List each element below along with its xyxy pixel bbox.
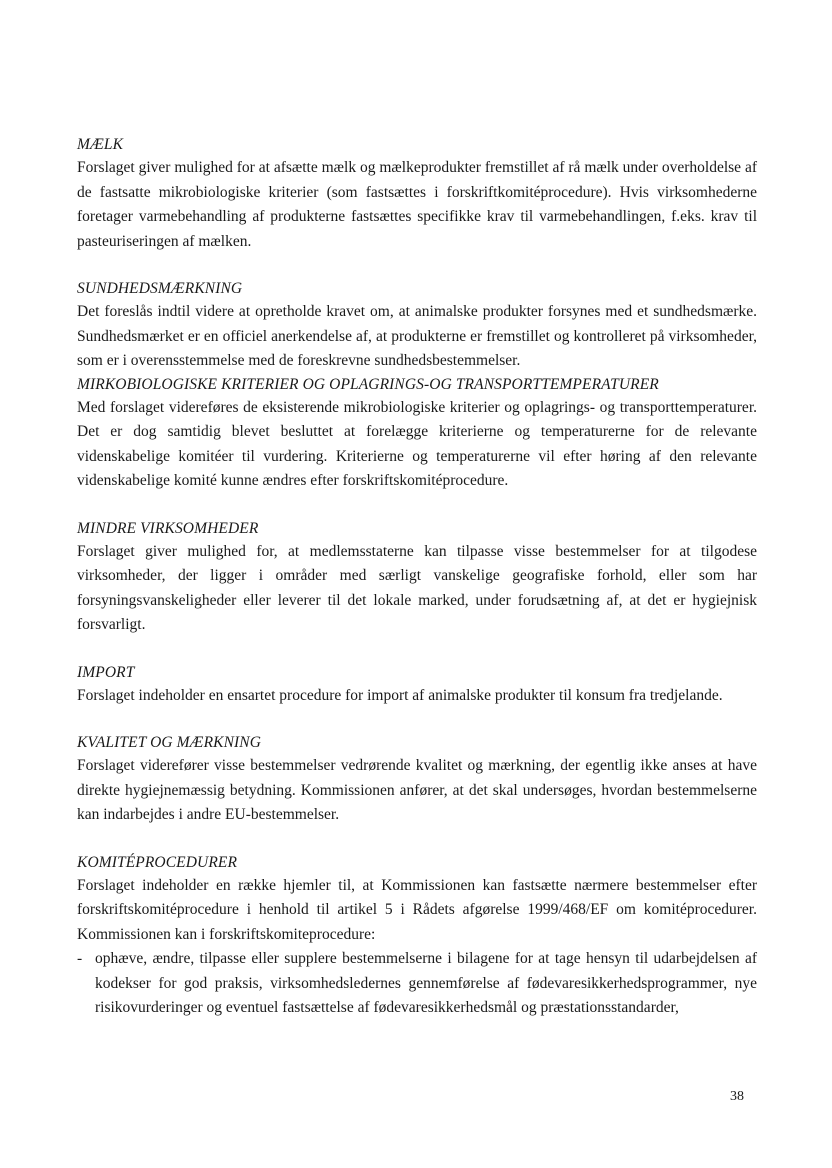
section-kvalitet-og-maerkning xyxy=(77,732,757,828)
list-item xyxy=(77,947,757,1021)
section-paragraph: Forslaget giver mulighed for, at medlemsstaterne kan tilpasse visse bestemmelser for at tilgodese virksomheder, der ligger i områder med særligt vanskelige geografiske forhold, eller som har forsyningsvanskeligheder eller leverer til det lokale marked, under forudsætning af, at det er hygiejnisk forsvarligt. xyxy=(77,542,757,633)
section-mindre-virksomheder xyxy=(77,518,757,638)
document-body xyxy=(77,134,757,1021)
section-heading: MIRKOBIOLOGISKE KRITERIER OG OPLAGRINGS-OG TRANSPORTTEMPERATURER xyxy=(77,375,659,393)
section-paragraph: Forslaget indeholder en ensartet procedure for import af animalske produkter til konsum fra tredjelande. xyxy=(77,686,723,704)
section-heading: KVALITET OG MÆRKNING xyxy=(77,734,262,751)
section-paragraph: Forslaget indeholder en række hjemler til, at Kommissionen kan fastsætte nærmere bestemmelser efter forskriftskomitéprocedure i henhold til artikel 5 i Rådets afgørelse 1999/468/EF om komitéprocedurer. Kommissionen kan i forskriftskomiteprocedure: xyxy=(77,876,757,943)
section-mikrobiologiske-kriterier xyxy=(77,374,757,494)
section-heading: SUNDHEDSMÆRKNING xyxy=(77,280,243,297)
bullet-list xyxy=(77,947,757,1021)
section-paragraph: Forslaget viderefører visse bestemmelser vedrørende kvalitet og mærkning, der egentlig ikke anses at have direkte hygiejnemæssig betydning. Kommissionen anfører, at det skal undersøges, hvordan bestemmelserne kan indarbejdes i andre EU-bestemmelser. xyxy=(77,757,757,823)
section-heading: MINDRE VIRKSOMHEDER xyxy=(77,519,259,537)
section-heading: IMPORT xyxy=(77,663,135,681)
section-heading: KOMITÉPROCEDURER xyxy=(77,853,238,871)
section-paragraph: Det foreslås indtil videre at opretholde kravet om, at animalske produkter forsynes med et sundhedsmærke. Sundhedsmærket er en officiel anerkendelse af, at produkterne er fremstillet og kontrolleret på virksomheder, som er i overensstemmelse med de foreskrevne sundhedsbestemmelser. xyxy=(77,303,757,369)
section-paragraph: Forslaget giver mulighed for at afsætte mælk og mælkeprodukter fremstillet af rå mælk under overholdelse af de fastsatte mikrobiologiske kriterier (som fastsættes i forskriftkomitéprocedure). Hvis virksomhederne foretager varmebehandling af produkterne fastsættes specifikke krav til varmebehandlingen, f.eks. krav til pasteuriseringen af mælken. xyxy=(77,159,757,250)
section-sundhedsmaerkning xyxy=(77,278,757,374)
section-heading: MÆLK xyxy=(77,136,124,153)
list-item-text: ophæve, ændre, tilpasse eller supplere bestemmelserne i bilagene for at tage hensyn til udarbejdelsen af kodekser for god praksis, virksomhedsledernes gennemførelse af fødevaresikkerhedsprogrammer, nye risikovurderinger og eventuel fastsættelse af fødevaresikkerhedsmål og præstationsstandarder, xyxy=(95,950,757,1016)
bullet-marker: - xyxy=(77,950,83,967)
page-number: 38 xyxy=(730,1089,744,1104)
section-paragraph: Med forslaget videreføres de eksisterende mikrobiologiske kriterier og oplagrings- og transporttemperaturer. Det er dog samtidig blevet besluttet at forelægge kriterierne og temperaturerne for de relevante videnskabelige komitéer til vurdering. Kriterierne og temperaturerne vil efter høring af den relevante videnskabelige komité kunne ændres efter forskriftskomitéprocedure. xyxy=(77,398,757,489)
section-import xyxy=(77,662,757,709)
section-komiteprocedurer xyxy=(77,852,757,1021)
section-maelk xyxy=(77,134,757,254)
